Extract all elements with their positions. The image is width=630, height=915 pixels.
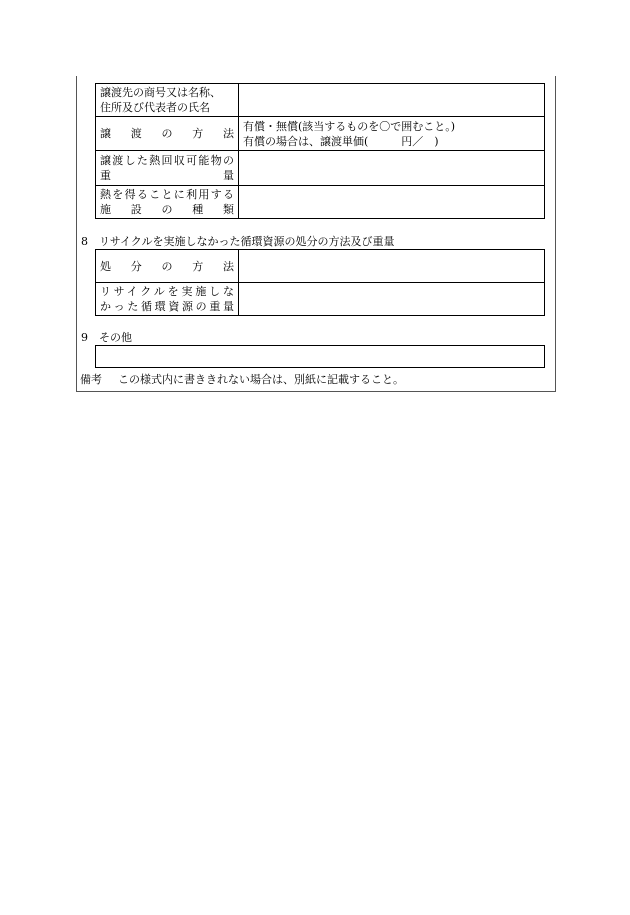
unrecycled-weight-field[interactable] <box>239 283 545 316</box>
other-table <box>95 345 545 368</box>
remarks-note <box>80 373 404 387</box>
section-9-heading <box>81 331 132 345</box>
label-line: 住所及び代表者の氏名 <box>100 101 210 114</box>
label-line: 処 分 の 方 法 <box>100 259 234 273</box>
label-line: 譲渡先の商号又は名称、 <box>100 86 221 99</box>
label-line: 重 量 <box>100 169 234 182</box>
label-line: 熱を得ることに利用する <box>100 188 234 201</box>
table-row <box>96 186 545 219</box>
unrecycled-weight-label <box>96 283 239 316</box>
remarks-text: この様式内に書ききれない場合は、別紙に記載すること。 <box>118 373 404 386</box>
transferred-weight-label <box>96 151 239 186</box>
disposal-method-label <box>96 250 239 283</box>
remarks-label: 備考 <box>80 373 102 386</box>
disposal-table <box>95 249 545 316</box>
facility-type-label <box>96 186 239 219</box>
section-title: その他 <box>99 331 132 344</box>
section-number: 9 <box>81 331 88 344</box>
section-title: リサイクルを実施しなかった循環資源の処分の方法及び重量 <box>99 235 395 248</box>
transferred-weight-field[interactable] <box>239 151 545 186</box>
facility-type-field[interactable] <box>239 186 545 219</box>
table-row <box>96 151 545 186</box>
table-row <box>96 346 545 368</box>
table-row <box>96 283 545 316</box>
label-line: リサイクルを実施しな <box>100 285 234 298</box>
transferee-name-label <box>96 84 239 117</box>
label-line: 譲 渡 の 方 法 <box>100 127 234 140</box>
label-line: 施 設 の 種 類 <box>100 203 234 216</box>
disposal-method-field[interactable] <box>239 250 545 283</box>
transfer-method-field[interactable] <box>239 117 545 151</box>
other-field[interactable] <box>96 346 545 368</box>
transfer-method-label <box>96 117 239 151</box>
section-8-heading <box>81 235 394 249</box>
transferee-name-field[interactable] <box>239 84 545 117</box>
table-row <box>96 117 545 151</box>
transfer-method-line-1: 有償・無償(該当するものを〇で囲むこと。) <box>243 119 456 133</box>
table-row <box>96 84 545 117</box>
table-row <box>96 250 545 283</box>
section-number: 8 <box>81 235 88 248</box>
label-line: 譲渡した熱回収可能物の <box>100 154 234 167</box>
transfer-method-line-2: 有償の場合は、譲渡単価( 円／ ) <box>243 134 439 148</box>
transfer-table <box>95 83 545 219</box>
label-line: かった循環資源の重量 <box>100 300 234 313</box>
